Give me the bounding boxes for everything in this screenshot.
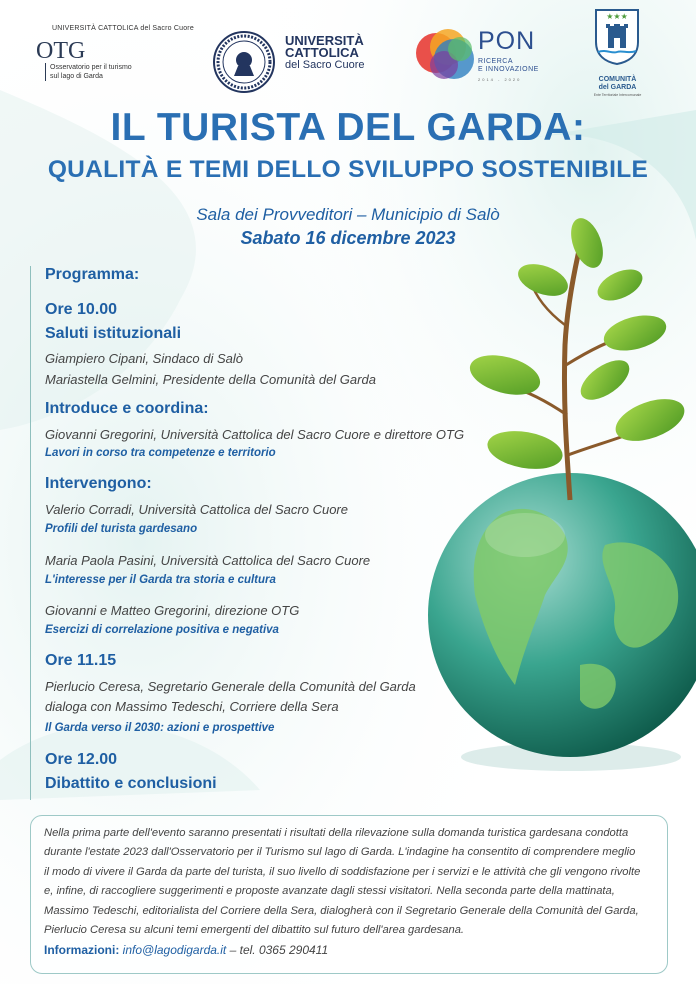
speaker-line: Maria Paola Pasini, Università Cattolica del Sacro Cuore	[45, 553, 371, 568]
speaker-line: Mariastella Gelmini, Presidente della Comunità del Garda	[45, 372, 376, 387]
pon-logo-icon	[414, 27, 478, 83]
description-line: durante l'estate 2023 dall'Osservatorio per il Turismo sul lago di Garda. L'indagine ha consentito di comprendere meglio	[44, 846, 636, 859]
ucsc-wordmark	[285, 35, 365, 71]
otg-subtitle-line2: sul lago di Garda	[50, 73, 103, 80]
description-line: e, infine, di raccogliere suggerimenti e proposte avanzate dagli stessi visitatori. Nella seconda parte della mattinata,	[44, 885, 615, 898]
ucsc-line1: UNIVERSITÀ	[285, 33, 364, 48]
pon-sub-line1: RICERCA	[478, 58, 514, 65]
otg-subtitle	[45, 63, 160, 81]
section-heading: Introduce e coordina:	[45, 400, 209, 417]
speaker-line: Giampiero Cipani, Sindaco di Salò	[45, 351, 243, 366]
program-heading: Programma:	[45, 266, 140, 283]
event-venue: Sala dei Provveditori – Municipio di Salò	[196, 205, 500, 224]
talk-title: Profili del turista gardesano	[45, 523, 198, 535]
speaker-line: Giovanni Gregorini, Università Cattolica del Sacro Cuore e direttore OTG	[45, 427, 465, 442]
description-line: Massimo Tedeschi, editorialista del Corriere della Sera, dialogherà con il Segretario Generale della Comunità del Garda,	[44, 904, 639, 917]
comunita-subtitle: Ente Territoriale Intercomunale	[593, 93, 642, 97]
session-time: Ore 10.00	[45, 301, 118, 318]
svg-text:★★★: ★★★	[606, 12, 628, 21]
ucsc-line3: del Sacro Cuore	[285, 59, 365, 71]
pon-subtitle	[478, 58, 539, 74]
speaker-line: Valerio Corradi, Università Cattolica del Sacro Cuore	[45, 502, 348, 517]
ucsc-small-text: UNIVERSITÀ CATTOLICA del Sacro Cuore	[52, 25, 194, 32]
comunita-wordmark	[585, 76, 650, 92]
session-time: Ore 12.00	[45, 751, 118, 768]
contact-label: Informazioni:	[44, 943, 120, 957]
otg-subtitle-line1: Osservatorio per il turismo	[50, 64, 132, 71]
section-heading: Intervengono:	[45, 475, 152, 492]
ucsc-seal-icon	[212, 30, 276, 94]
pon-sub-line2: E INNOVAZIONE	[478, 66, 539, 73]
session-title: Dibattito e conclusioni	[45, 775, 217, 792]
main-title: IL TURISTA DEL GARDA:	[110, 106, 586, 149]
speaker-line: Pierlucio Ceresa, Segretario Generale della Comunità del Garda	[45, 679, 416, 694]
comunita-crest-icon	[592, 6, 642, 66]
talk-title: Esercizi di correlazione positiva e negativa	[45, 624, 279, 636]
event-date: Sabato 16 dicembre 2023	[240, 228, 456, 248]
session-time: Ore 11.15	[45, 652, 117, 669]
program-section	[30, 266, 465, 800]
contact-info	[44, 943, 328, 957]
otg-logo-mark: OTG	[36, 38, 86, 64]
talk-title: Il Garda verso il 2030: azioni e prospettive	[45, 722, 275, 734]
talk-title: Lavori in corso tra competenze e territorio	[45, 447, 276, 459]
description-box	[30, 815, 668, 974]
contact-email-link[interactable]: info@lagodigarda.it	[122, 943, 227, 957]
pon-years: 2014 - 2020	[478, 77, 522, 82]
pon-title: PON	[478, 27, 536, 55]
globe-plant-illustration	[405, 215, 696, 775]
comunita-line2: del GARDA	[598, 84, 637, 91]
event-description	[44, 824, 656, 940]
talk-title: L'interesse per il Garda tra storia e cultura	[45, 574, 276, 586]
description-line: Pierlucio Ceresa su alcuni temi emergenti del dibattito sul futuro dell'area gardesana.	[44, 924, 465, 937]
session-title: Saluti istituzionali	[45, 325, 182, 342]
ucsc-line2: CATTOLICA	[285, 45, 359, 60]
description-line: il modo di vivere il Garda da parte del turista, il suo livello di soddisfazione per i servizi e le attività che gli vengono rivolte	[44, 865, 641, 878]
description-line: Nella prima parte dell'evento saranno presentati i risultati della rilevazione sulla domanda turistica gardesana condotta	[44, 827, 629, 839]
comunita-line1: COMUNITÀ	[598, 76, 637, 83]
contact-phone: – tel. 0365 290411	[226, 943, 329, 957]
main-subtitle: QUALITÀ E TEMI DELLO SVILUPPO SOSTENIBILE	[47, 156, 649, 183]
speaker-line: dialoga con Massimo Tedeschi, Corriere della Sera	[45, 699, 339, 714]
speaker-line: Giovanni e Matteo Gregorini, direzione OTG	[45, 603, 300, 618]
